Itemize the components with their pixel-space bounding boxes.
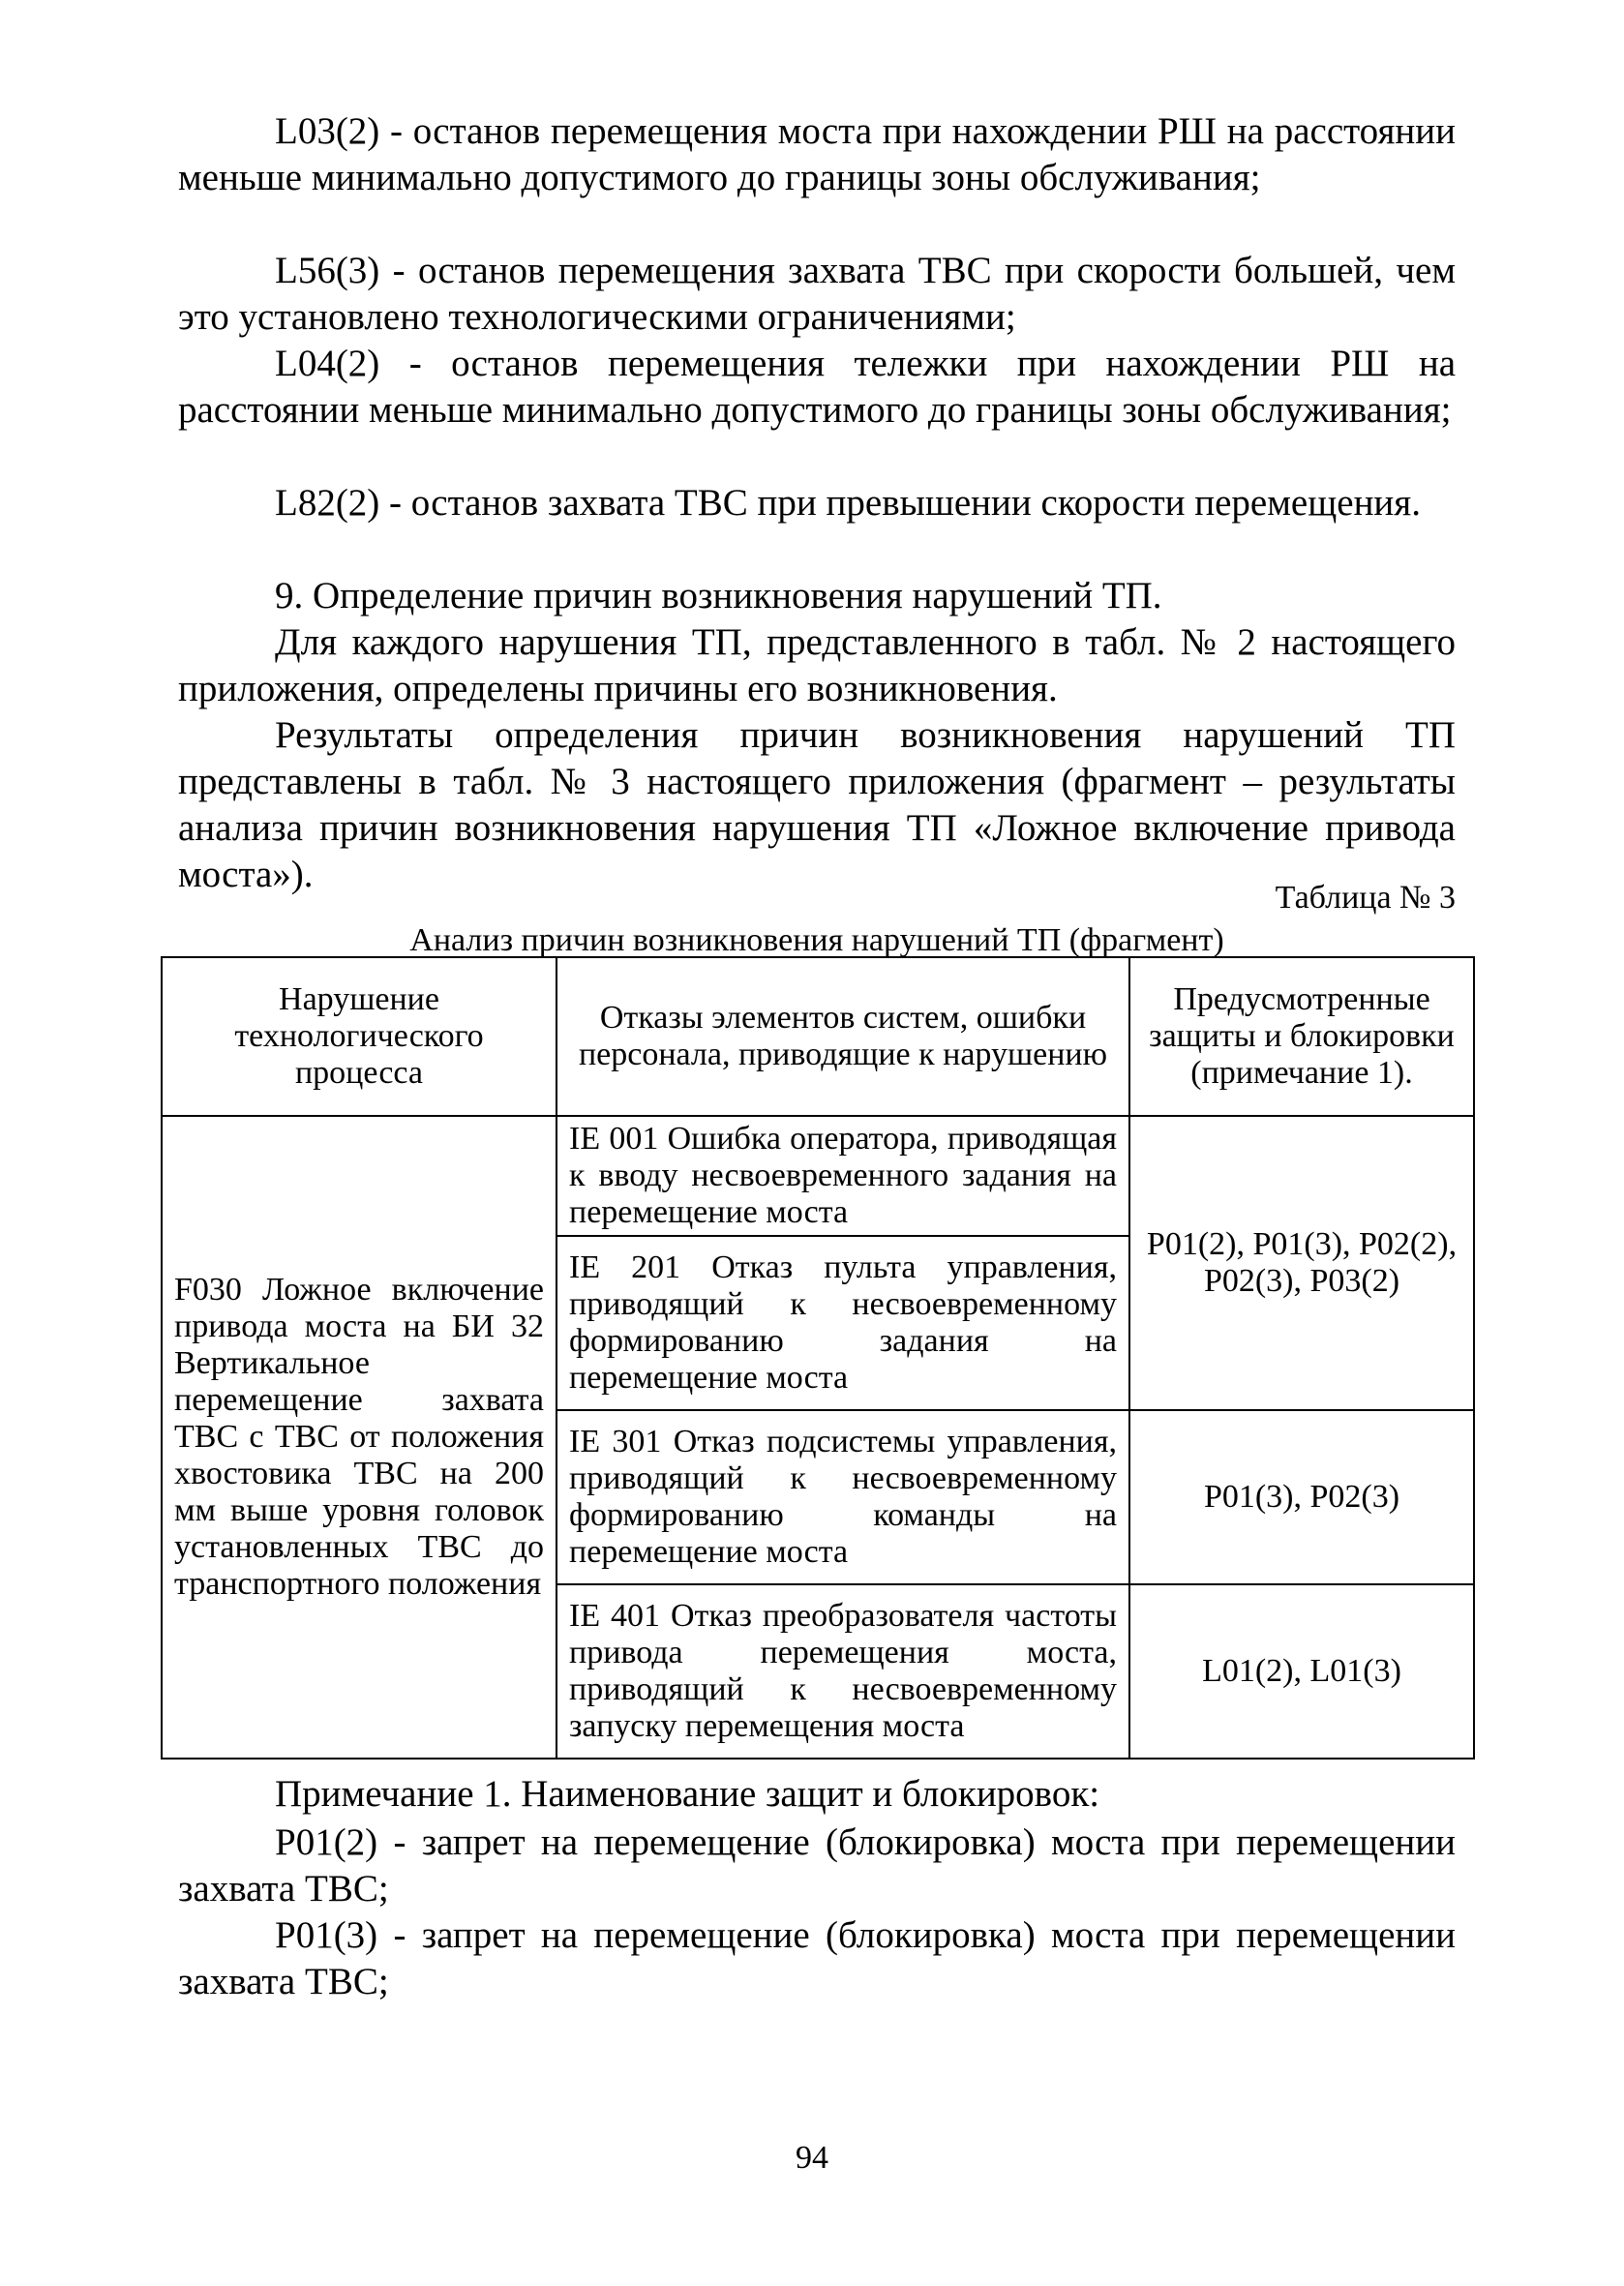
- paragraph-causes-defined: Для каждого нарушения ТП, представленного в табл. № 2 настоящего приложения, определены причины его возникновения.: [178, 621, 1456, 709]
- paragraph-l04: L04(2) - останов перемещения тележки при нахождении РШ на расстоянии меньше минимально допустимого до границы зоны обслуживания;: [178, 343, 1456, 431]
- header-violation: Нарушение технологического процесса: [162, 957, 556, 1116]
- note-heading: Примечание 1. Наименование защит и блокировок:: [275, 1773, 1100, 1815]
- paragraph-p01-2: P01(2) - запрет на перемещение (блокировка) моста при перемещении захвата ТВС;: [178, 1821, 1456, 1910]
- page-number: 94: [796, 2140, 828, 2176]
- paragraph-l56: L56(3) - останов перемещения захвата ТВС при скорости большей, чем это установлено технологическими ограничениями;: [178, 250, 1456, 338]
- analysis-table: [161, 956, 1475, 1760]
- cause-cell-ie201: IE 201 Отказ пульта управления, приводящий к несвоевременному формированию задания на перемещение моста: [556, 1236, 1129, 1410]
- header-causes: Отказы элементов систем, ошибки персонала, приводящие к нарушению: [556, 957, 1129, 1116]
- cause-cell-ie401: IE 401 Отказ преобразователя частоты привода перемещения моста, приводящий к несвоевременному запуску перемещения моста: [556, 1584, 1129, 1759]
- paragraph-l82: L82(2) - останов захвата ТВС при превышении скорости перемещения.: [275, 482, 1421, 524]
- cause-cell-ie001: IE 001 Ошибка оператора, приводящая к вводу несвоевременного задания на перемещение моста: [556, 1116, 1129, 1236]
- table-number: Таблица № 3: [1275, 880, 1456, 916]
- header-protections: Предусмотренные защиты и блокировки (примечание 1).: [1129, 957, 1474, 1116]
- table-row: [162, 1116, 1474, 1236]
- paragraph-p01-3: P01(3) - запрет на перемещение (блокировка) моста при перемещении захвата ТВС;: [178, 1914, 1456, 2002]
- protection-cell-1: P01(2), P01(3), P02(2), P02(3), P03(2): [1129, 1116, 1474, 1410]
- paragraph-results: Результаты определения причин возникновения нарушений ТП представлены в табл. № 3 настоящего приложения (фрагмент – результаты анализа причин возникновения нарушения ТП «Ложное включение привода моста»).: [178, 714, 1456, 895]
- protection-cell-3: L01(2), L01(3): [1129, 1584, 1474, 1759]
- cause-cell-ie301: IE 301 Отказ подсистемы управления, приводящий к несвоевременному формированию команды на перемещение моста: [556, 1410, 1129, 1584]
- table-caption: Анализ причин возникновения нарушений ТП (фрагмент): [409, 922, 1224, 958]
- violation-cell: F030 Ложное включение привода моста на БИ 32 Вертикальное перемещение захвата ТВС с ТВС от положения хвостовика ТВС на 200 мм выше уровня головок установленных ТВС до транспортного положения: [162, 1116, 556, 1759]
- protection-cell-2: P01(3), P02(3): [1129, 1410, 1474, 1584]
- table-header-row: [162, 957, 1474, 1116]
- paragraph-l03: L03(2) - останов перемещения моста при нахождении РШ на расстоянии меньше минимально допустимого до границы зоны обслуживания;: [178, 110, 1456, 198]
- section-heading-9: 9. Определение причин возникновения нарушений ТП.: [275, 575, 1162, 617]
